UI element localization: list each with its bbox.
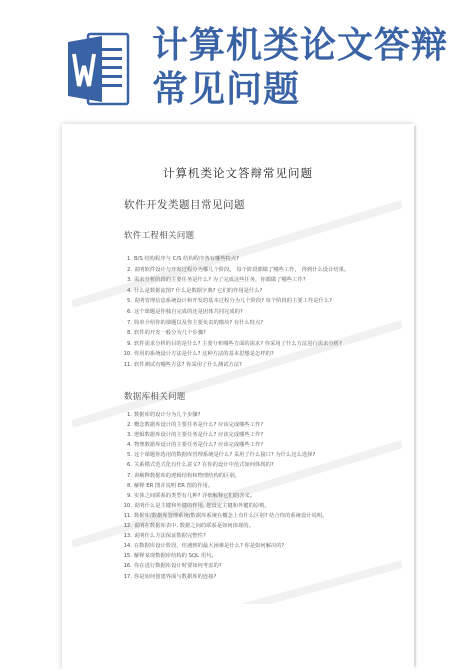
list-item-text: 讲解释数据库的逻辑结构和物理结构的区别。: [134, 472, 240, 479]
list-item-text: 关系模式范式化有什么意义? 在你的设计中范式如何体现的?: [134, 462, 274, 469]
list-item-number: 4.: [126, 442, 132, 449]
list-item-text: 你用的系统设计方法是什么? 这种方法的基本思想是怎样的?: [134, 351, 274, 358]
list-item-text: 简单介绍你的课题以及你主要负责的模块? 有什么特点?: [134, 319, 264, 326]
subsection-heading-database: 数据库相关问题: [124, 392, 186, 402]
list-item: [120, 452, 380, 459]
list-item-text: 数据库/数据库管理系统/数据库系统在概念上有什么区别? 结合你的系统设计说明。: [134, 512, 328, 519]
list-item-text: 说明管理信息系统设计和开发的基本过程分为几个阶段? 每个阶段的主要工作是什么?: [134, 298, 332, 305]
list-item: [120, 412, 380, 419]
list-item-number: 14.: [123, 543, 132, 550]
list-item-number: 10.: [123, 502, 132, 509]
list-item-text: 软件测试有哪些方法? 你采用了什么测试方法?: [134, 361, 242, 368]
list-item-text: 说明什么是主键和外键的作用, 您设定主键和外键的原则。: [134, 502, 270, 509]
list-item-text: 你在进行数据库设计时要如何考虑的?: [134, 563, 222, 570]
list-item: [120, 473, 380, 480]
list-item: [120, 553, 380, 560]
list-item-text: 需求分析阶段的主要任务是什么? 为了完成这些任务，你都做了哪些工作?: [134, 277, 306, 284]
database-question-list: [120, 412, 380, 584]
software-engineering-question-list: [120, 256, 380, 373]
list-item: [120, 277, 380, 284]
list-item-number: 4.: [126, 287, 132, 294]
list-item-text: 软件需求分析的目的是什么? 主要分析哪些方面的需求? 你采用了什么方法进行需求分析?: [134, 340, 342, 347]
list-item-number: 7.: [126, 472, 132, 479]
list-item-number: 2.: [126, 422, 132, 429]
list-item-number: 15.: [123, 553, 132, 560]
list-item: [120, 442, 380, 449]
list-item-number: 10.: [123, 351, 132, 358]
list-item-number: 2.: [126, 266, 132, 273]
list-item-number: 13.: [123, 533, 132, 540]
list-item-text: 在数据库设计阶段，你遇到的最大困难是什么? 你是如何解决的?: [134, 543, 285, 550]
list-item: [120, 362, 380, 369]
list-item-number: 5.: [126, 452, 132, 459]
word-document-icon: [66, 28, 132, 110]
list-item-number: 9.: [126, 492, 132, 499]
list-item: [120, 493, 380, 500]
list-item-number: 17.: [123, 573, 132, 580]
list-item-text: 说明软件设计与开发过程分为哪几个阶段。 每个阶段都做了哪些工作， 得到什么设计结果。: [134, 266, 350, 273]
list-item-number: 11.: [123, 361, 132, 368]
list-item-number: 8.: [126, 330, 132, 337]
list-item-number: 8.: [126, 482, 132, 489]
subsection-heading-software-engineering: 软件工程相关问题: [124, 231, 195, 241]
list-item-number: 12.: [123, 523, 132, 530]
banner-title: [152, 24, 470, 112]
list-item: [120, 422, 380, 429]
list-item: [120, 288, 380, 295]
list-item-text: 概念数据库设计的主要任务是什么? 应该完成哪些工作?: [134, 422, 264, 429]
list-item: [120, 533, 380, 540]
list-item: [120, 351, 380, 358]
section-heading: 软件开发类题目常见问题: [124, 199, 245, 211]
list-item-number: 9.: [126, 340, 132, 347]
list-item-number: 7.: [126, 319, 132, 326]
list-item-number: 11.: [123, 512, 132, 519]
list-item-text: 物理数据库设计的主要任务是什么? 应该完成哪些工作?: [134, 442, 264, 449]
list-item: [120, 513, 380, 520]
list-item-text: 解释 ER 图并说明 ER 图的作用。: [134, 482, 214, 489]
list-item-text: 你是如何创建界面与数据库的连接?: [134, 573, 217, 580]
list-item-number: 3.: [126, 277, 132, 284]
list-item-text: 逻辑数据库设计的主要任务是什么? 应该完成哪些工作?: [134, 432, 264, 439]
list-item-number: 3.: [126, 432, 132, 439]
list-item-text: 说明在数据库表中, 数据之间的联系是如何体现的。: [134, 523, 254, 530]
list-item-text: 数据库的设计分为几个步骤?: [134, 412, 201, 418]
list-item: [120, 256, 380, 263]
list-item-text: 解释某现数据库结构的 SQL 语句。: [134, 553, 217, 560]
list-item: [120, 267, 380, 274]
list-item-number: 1.: [126, 256, 132, 262]
list-item: [120, 341, 380, 348]
list-item: [120, 563, 380, 570]
list-item-text: 什么是数据流图? 什么是数据字典? 它们的作用是什么?: [134, 287, 263, 294]
list-item-text: B/S 结构程序与 C/S 结构程序各有哪些特点?: [134, 256, 239, 262]
list-item-number: 1.: [126, 412, 132, 418]
list-item-number: 6.: [126, 308, 132, 315]
list-item: [120, 574, 380, 581]
list-item-number: 5.: [126, 298, 132, 305]
document-title: 计算机类论文答辩常见问题: [163, 166, 313, 180]
list-item: [120, 330, 380, 337]
list-item: [120, 462, 380, 469]
list-item-number: 6.: [126, 462, 132, 469]
banner-title-line1: 计算机类论文答辩: [152, 25, 449, 66]
document-page: [62, 124, 414, 669]
list-item: [120, 298, 380, 305]
list-item: [120, 483, 380, 490]
list-item-text: 软件的开发一般分为几个步骤?: [134, 330, 206, 337]
list-item: [120, 309, 380, 316]
list-item: [120, 432, 380, 439]
list-item: [120, 320, 380, 327]
list-item-number: 16.: [123, 563, 132, 570]
list-item: [120, 543, 380, 550]
list-item-text: 说明什么方法保证数据完整性?: [134, 533, 206, 540]
list-item-text: 这个课题是你独自完成的还是团体共同完成的?: [134, 308, 243, 315]
list-item-text: 这个课题你选用的数据库管理系统是什么? 采用了什么接口? 为什么这么选择?: [134, 452, 316, 459]
list-item: [120, 523, 380, 530]
banner-title-line2: 常见问题: [152, 69, 301, 110]
list-item: [120, 503, 380, 510]
list-item-text: 实体之间联系的类型有几种? 详细解释它们的含义。: [134, 492, 256, 499]
